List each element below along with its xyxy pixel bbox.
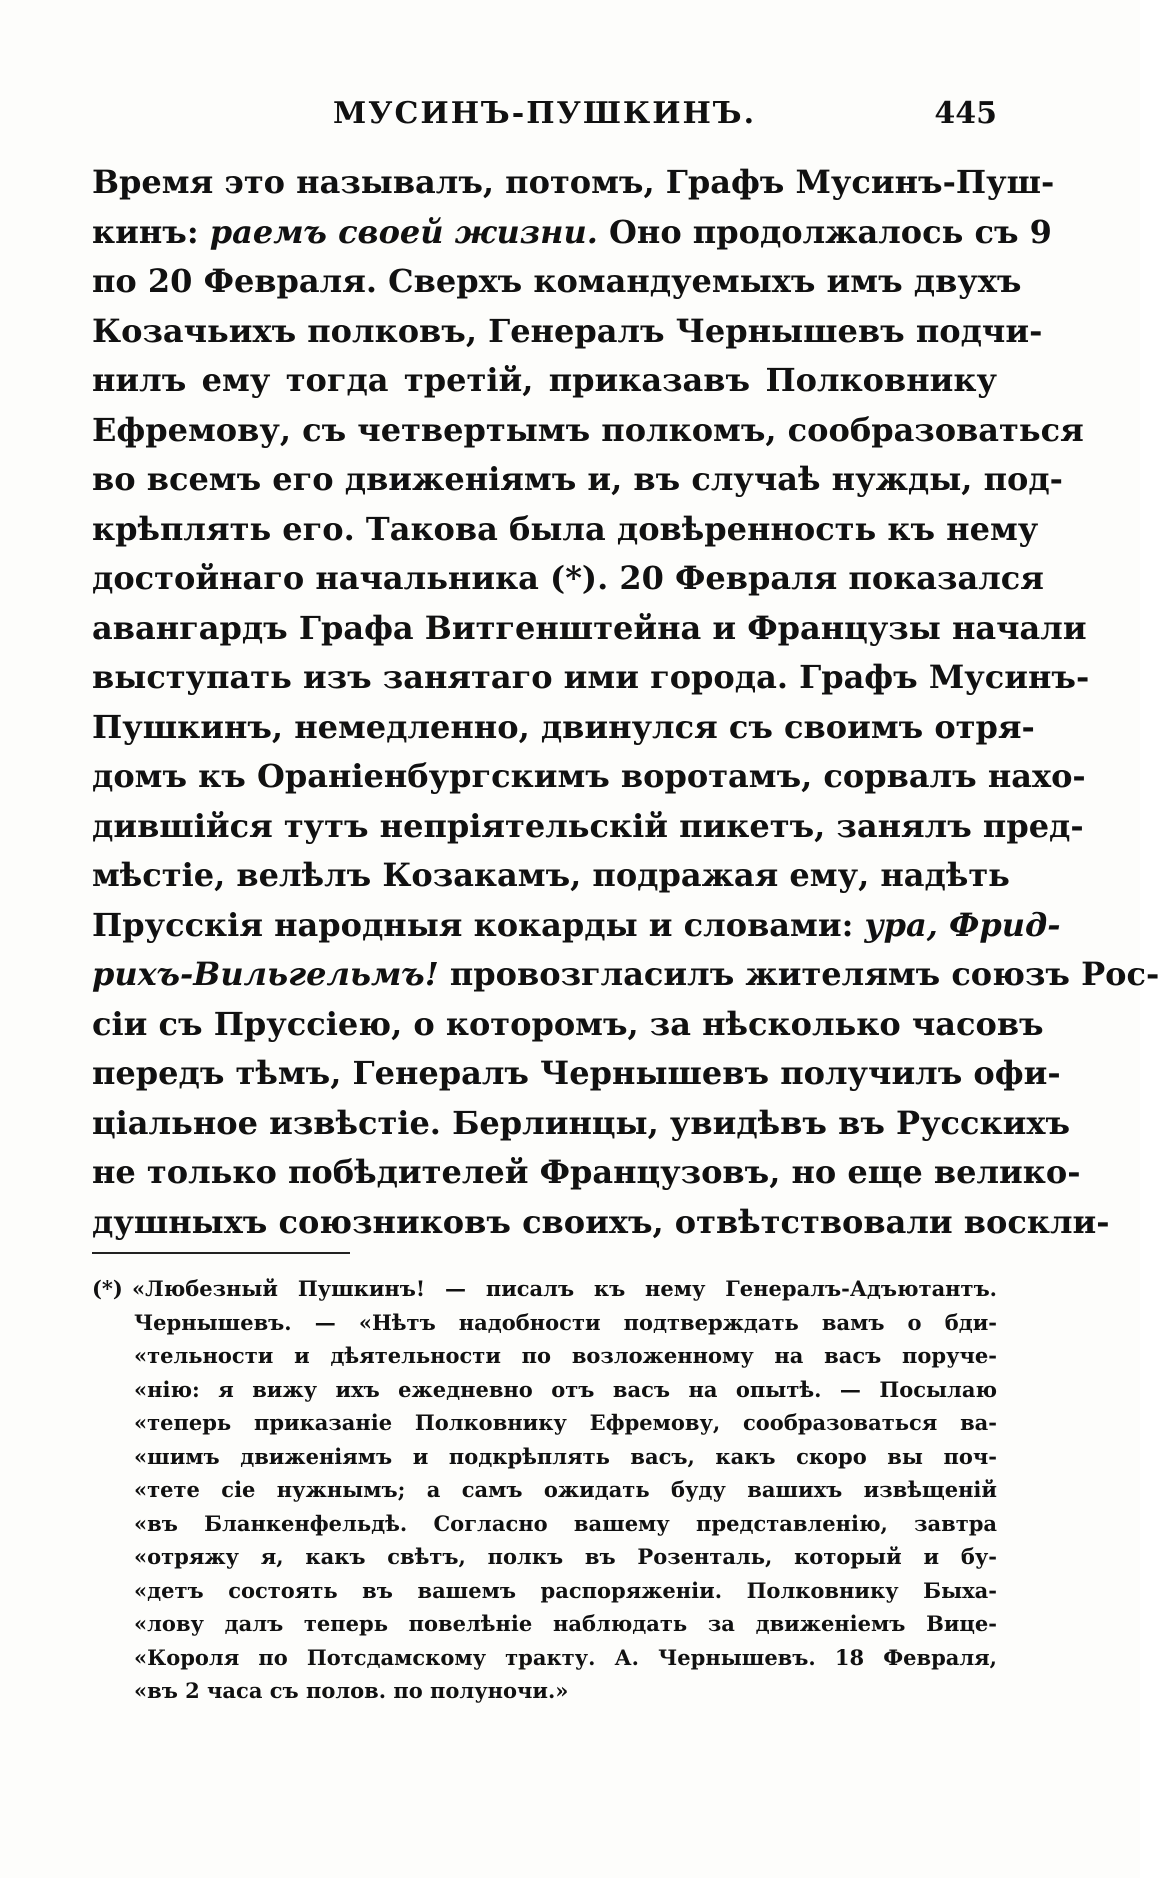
footnote-line: «въ 2 часа съ полов. по полуночи.» — [134, 1678, 569, 1703]
footnote-line: «тельности и дѣятельности по возложенному на васъ поруче- — [134, 1343, 997, 1368]
body-text — [92, 158, 1159, 1247]
italic-phrase: ура, Фрид- — [864, 905, 1061, 944]
page-number: 445 — [934, 96, 997, 131]
footnote-line: «Короля по Потсдамскому тракту. А. Чернышевъ. 18 Февраля, — [134, 1644, 997, 1670]
body-line: во всемъ его движеніямъ и, въ случаѣ нужды, под- — [92, 460, 1063, 498]
body-line: нилъ ему тогда третій, приказавъ Полковнику — [92, 361, 997, 399]
body-line: домъ къ Ораніенбургскимъ воротамъ, сорвалъ нахо- — [92, 757, 1086, 795]
footnote — [92, 1272, 997, 1708]
body-line: мѣстіе, велѣлъ Козакамъ, подражая ему, надѣть — [92, 856, 1010, 894]
body-line: выступать изъ занятаго ими города. Графъ Мусинъ- — [92, 658, 1090, 696]
body-line: достойнаго начальника (*). 20 Февраля показался — [92, 559, 1044, 597]
footnote-line: «шимъ движеніямъ и подкрѣплять васъ, какъ скоро вы поч- — [134, 1443, 997, 1469]
footnote-line-text: «Любезный Пушкинъ! — писалъ къ нему Генералъ-Адъютантъ. — [132, 1276, 997, 1301]
footnote-line: Чернышевъ. — «Нѣтъ надобности подтверждать вамъ о бди- — [134, 1309, 997, 1335]
footnote-line: «въ Бланкенфельдѣ. Согласно вашему представленію, завтра — [134, 1510, 997, 1536]
body-line: по 20 Февраля. Сверхъ командуемыхъ имъ двухъ — [92, 262, 1022, 300]
footnote-rule — [92, 1252, 350, 1254]
footnote-line: «нію: я вижу ихъ ежедневно отъ васъ на опытѣ. — Посылаю — [134, 1376, 997, 1402]
body-line: Пушкинъ, немедленно, двинулся съ своимъ отря- — [92, 707, 1035, 746]
body-line: авангардъ Графа Витгенштейна и Французы начали — [92, 608, 1087, 647]
body-line: дившійся тутъ непріятельскій пикетъ, занялъ пред- — [92, 806, 1084, 845]
body-line: не только побѣдителей Французовъ, но еще велико- — [92, 1153, 1081, 1191]
body-line-start: Прусскія народныя кокарды и словами: — [92, 905, 865, 944]
italic-phrase: рихъ-Вильгельмъ! — [92, 955, 439, 993]
footnote-line: «лову далъ теперь повелѣніе наблюдать за движеніемъ Вице- — [134, 1611, 997, 1636]
body-line: Козачьихъ полковъ, Генералъ Чернышевъ подчи- — [92, 311, 1043, 350]
body-line — [92, 208, 1052, 258]
body-line-start: кинъ: — [92, 212, 210, 251]
footnote-line: «детъ состоять въ вашемъ распоряженіи. Полковнику Быха- — [134, 1577, 997, 1603]
running-head — [92, 96, 997, 136]
footnote-line: «теперь приказаніе Полковнику Ефремову, сообразоваться ва- — [134, 1410, 997, 1435]
body-line — [92, 950, 1159, 1000]
body-line: крѣплять его. Такова была довѣренность къ нему — [92, 509, 1039, 548]
body-line: душныхъ союзниковъ своихъ, отвѣтствовали воскли- — [92, 1202, 1110, 1241]
body-line: Время это называлъ, потомъ, Графъ Мусинъ-Пуш- — [92, 163, 1055, 201]
body-line: передъ тѣмъ, Генералъ Чернышевъ получилъ офи- — [92, 1054, 1061, 1092]
footnote-line: «тете сіе нужнымъ; а самъ ожидать буду вашихъ извѣщеній — [134, 1477, 997, 1502]
footnote-line: «отряжу я, какъ свѣтъ, полкъ въ Розенталь, который и бу- — [134, 1544, 997, 1569]
body-line-end: Оно продолжалось съ 9 — [597, 212, 1052, 251]
footnote-line — [92, 1272, 997, 1306]
body-line — [92, 901, 1061, 951]
running-title: МУСИНЪ-ПУШКИНЪ. — [332, 96, 757, 131]
body-line: сіи съ Пруссіею, о которомъ, за нѣсколько часовъ — [92, 1004, 1044, 1043]
body-line: ціальное извѣстіе. Берлинцы, увидѣвъ въ Русскихъ — [92, 1103, 1070, 1142]
body-line-end: провозгласилъ жителямъ союзъ Рос- — [438, 955, 1159, 993]
body-line: Ефремову, съ четвертымъ полкомъ, сообразоваться — [92, 410, 1084, 449]
italic-phrase: раемъ своей жизни. — [209, 212, 598, 251]
footnote-marker: (*) — [92, 1276, 123, 1301]
